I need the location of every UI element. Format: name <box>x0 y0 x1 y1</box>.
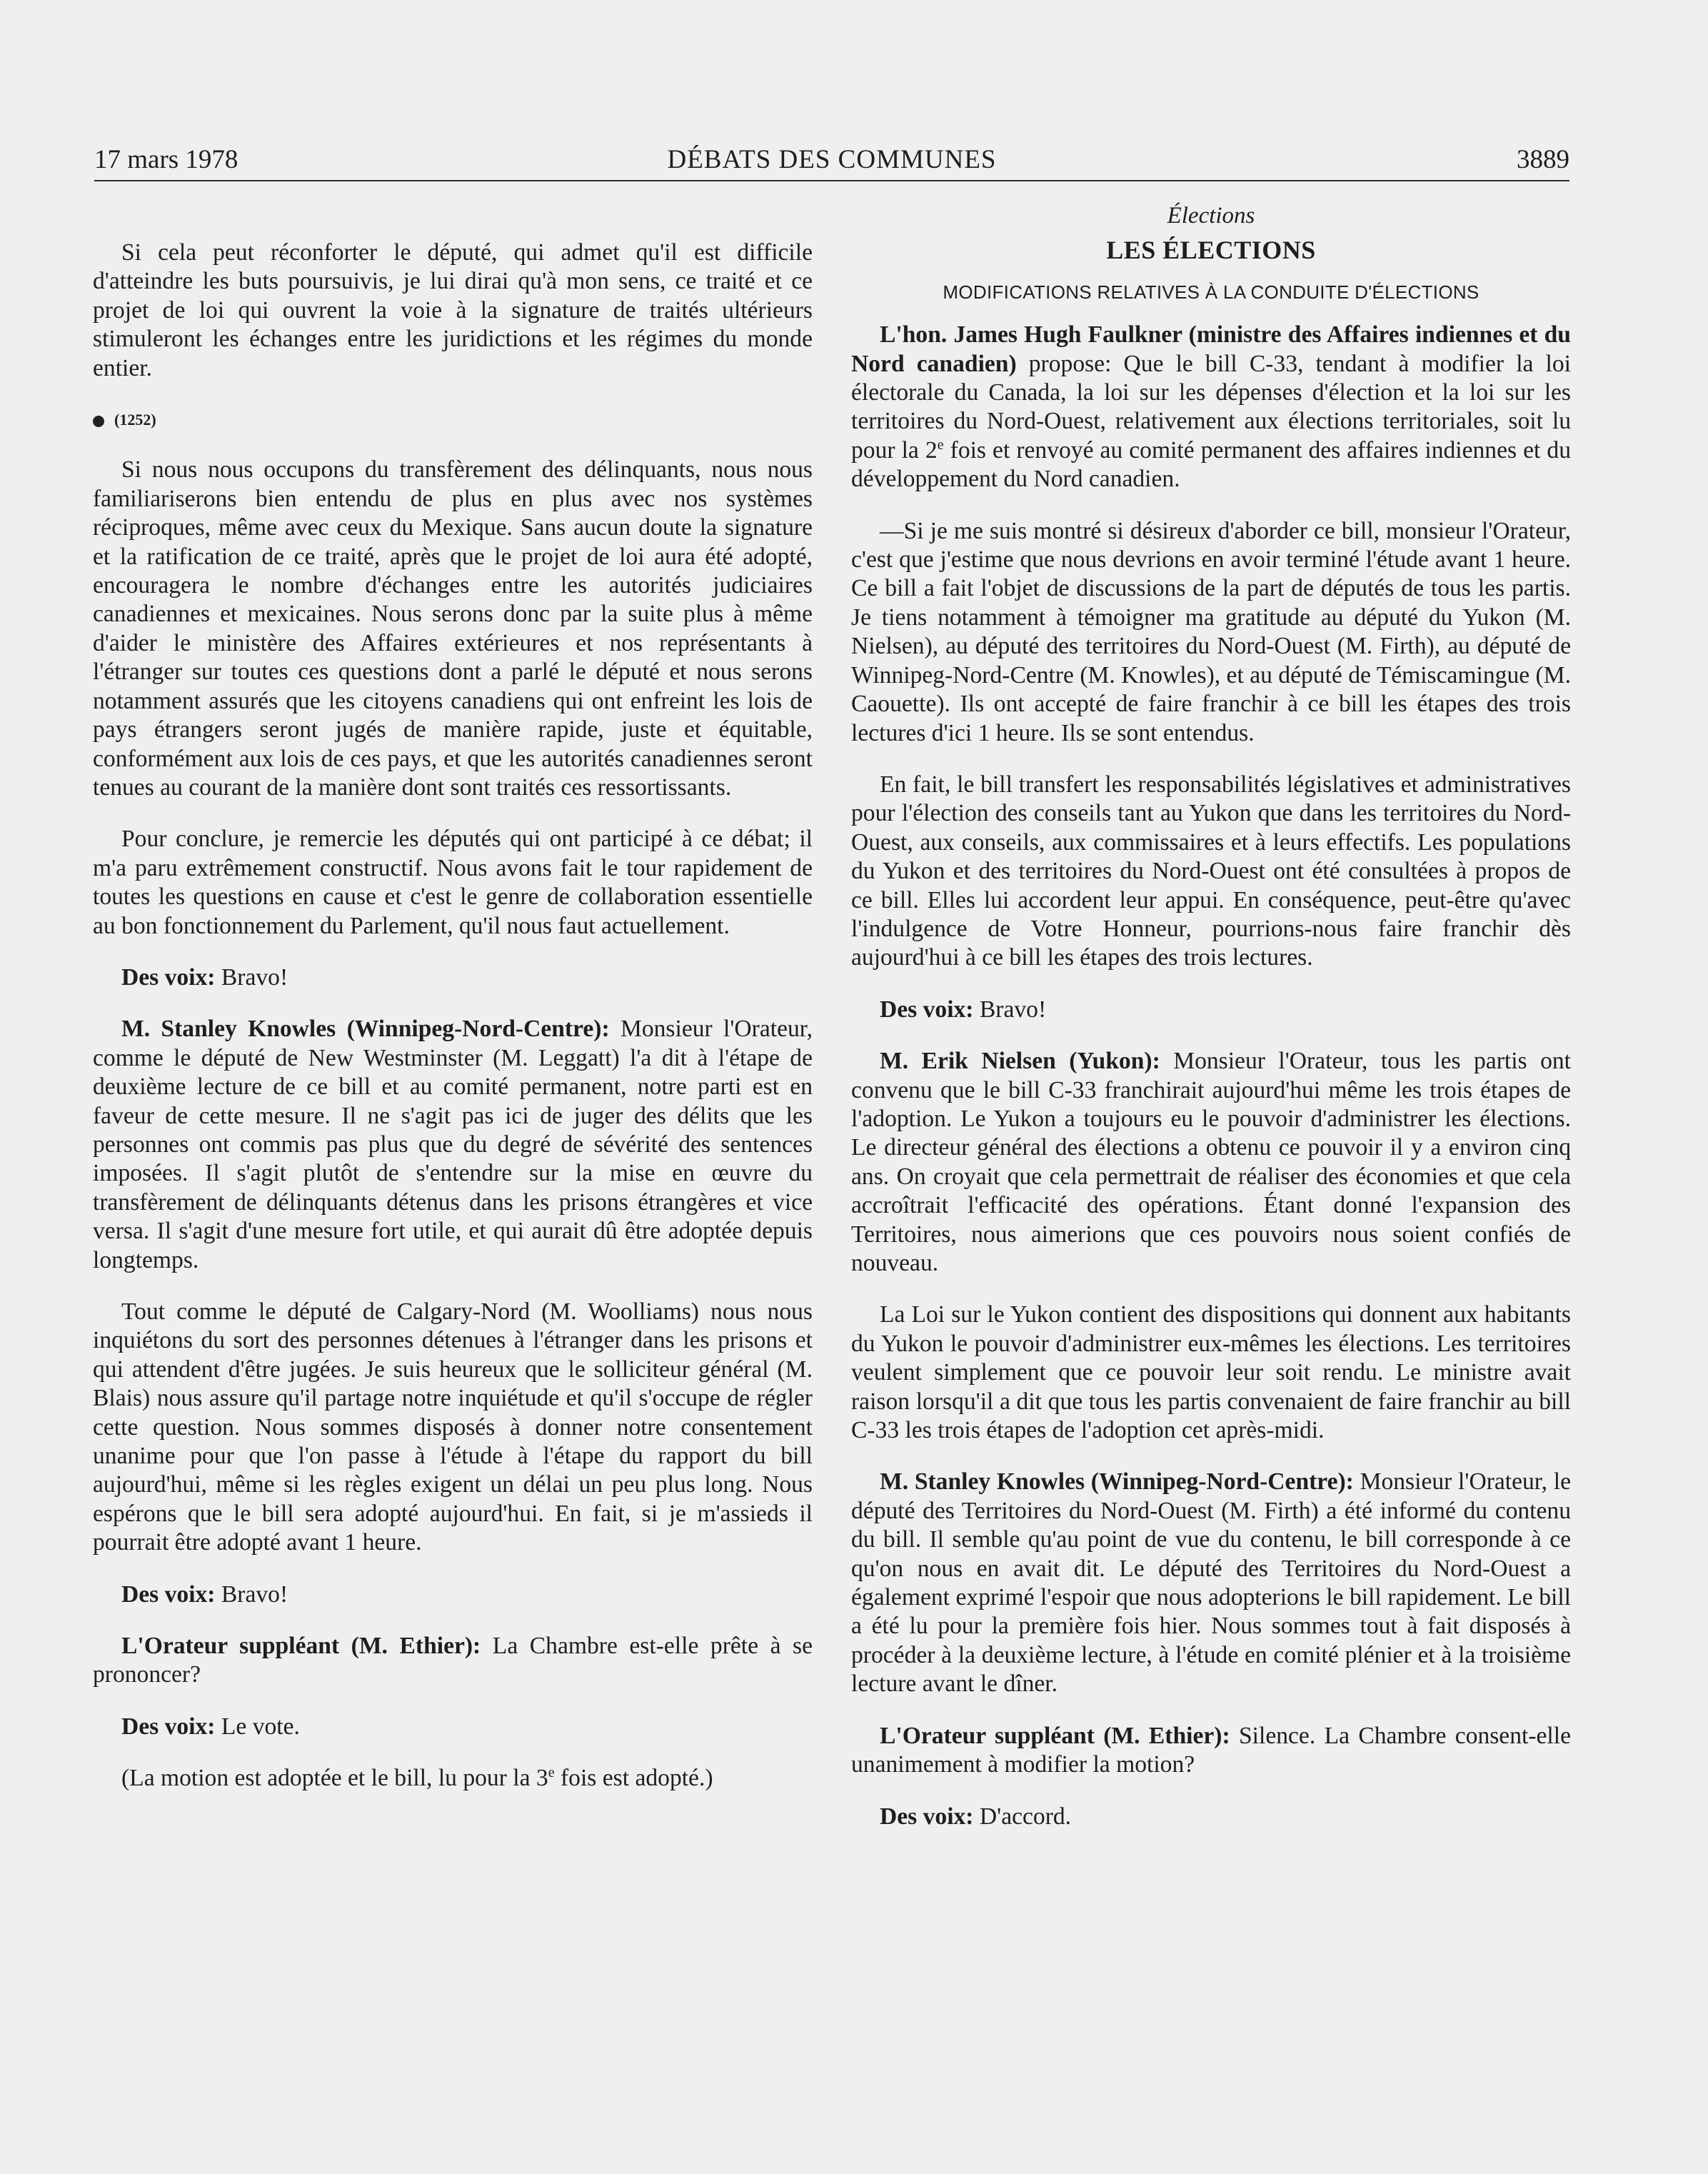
speaker: Des voix: <box>880 996 974 1023</box>
bullet-icon <box>93 416 104 427</box>
speech <box>93 963 813 992</box>
speech-text: propose: Que le bill C-33, tendant à modifier la loi électorale du Canada, la loi sur les dépenses d'élection et la loi sur les territoires du Nord-Ouest, relativement aux élections territoriales, soit lu pour la 2 <box>851 350 1571 464</box>
speech-text: Le vote. <box>215 1713 300 1740</box>
speaker: M. Stanley Knowles (Winnipeg-Nord-Centre): <box>880 1468 1354 1496</box>
ordinal-sup: e <box>548 1765 555 1781</box>
speech-text: Bravo! <box>215 963 288 991</box>
paragraph: Tout comme le député de Calgary-Nord (M. Woolliams) nous nous inquiétons du sort des personnes détenues à l'étranger dans les prisons et qui attendent d'être jugées. Je suis heureux que le solliciteur général (M. Blais) nous assure qu'il partage notre inquiétude et qu'il s'occupe de régler cette question. Nous sommes disposés à donner notre consentement unanime pour que l'on passe à l'étude à l'étape du rapport du bill aujourd'hui, même si les règles exigent un délai un peu plus long. Nous espérons que le bill sera adopté aujourd'hui. En fait, si je m'assieds il pourrait être adopté avant 1 heure. <box>93 1298 813 1556</box>
page-header <box>94 140 1569 181</box>
speech <box>851 1047 1571 1278</box>
speech-text: fois et renvoyé au comité permanent des affaires indiennes et du développement du Nord canadien. <box>851 436 1571 493</box>
speech <box>93 1015 813 1275</box>
speech-text: Monsieur l'Orateur, le député des Territoires du Nord-Ouest (M. Firth) a été informé du contenu du bill. Il semble qu'au point de vue du contenu, le bill corresponde à ce qu'on nous en avait dit. Le député des Territoires du Nord-Ouest a également exprimé l'espoir que nous adopterions le bill rapidement. Le bill a été lu pour la première fois hier. Nous sommes tout à fait disposés à procéder à la deuxième lecture, à l'étude en comité plénier et à la troisième lecture avant le dîner. <box>851 1468 1572 1698</box>
speech-text: Bravo! <box>973 996 1047 1023</box>
motion-result <box>93 1764 813 1793</box>
speaker: L'Orateur suppléant (M. Ethier): <box>121 1633 481 1660</box>
speech-text: Bravo! <box>215 1581 288 1608</box>
motion-text: (La motion est adoptée et le bill, lu pour la 3 <box>121 1765 548 1792</box>
speech <box>93 1632 813 1690</box>
speech <box>851 1803 1571 1831</box>
speech-text: La Chambre est-elle prête à se prononcer? <box>93 1633 813 1688</box>
speaker: Des voix: <box>121 1581 216 1608</box>
speaker: Des voix: <box>880 1803 974 1830</box>
header-date: 17 mars 1978 <box>94 145 238 174</box>
paragraph: En fait, le bill transfert les responsabilités législatives et administratives pour l'élection des conseils tant au Yukon que dans les territoires du Nord-Ouest, aux conseils, aux commissaires et à leurs effectifs. Les populations du Yukon et des territoires du Nord-Ouest ont été consultées à propos de ce bill. Elles lui accordent leur appui. En conséquence, peut-être qu'avec l'indulgence de Votre Honneur, pourrions-nous faire franchir dès aujourd'hui à ce bill les étapes des trois lectures. <box>851 771 1571 971</box>
right-column <box>851 201 1571 1854</box>
header-page-number: 3889 <box>1517 145 1569 174</box>
speaker: L'hon. James Hugh Faulkner (ministre des Affaires indiennes et du Nord canadien) <box>851 321 1571 377</box>
section-rubric: Élections <box>1167 203 1255 229</box>
ordinal-sup: e <box>937 436 944 453</box>
speech <box>93 1581 813 1609</box>
left-column <box>93 239 813 1816</box>
time-marker <box>93 406 813 434</box>
speech <box>93 1713 813 1741</box>
speech-text: Monsieur l'Orateur, comme le député de New Westminster (M. Leggatt) l'a dit à l'étape de deuxième lecture de ce bill et au comité permanent, notre parti est en faveur de cette mesure. Il ne s'agit pas ici de juger des délits que les personnes ont commis pas plus que du degré de sévérité des sentences imposées. Il s'agit plutôt de s'entendre sur la mise en œuvre du transfèrement de délinquants détenus dans les prisons étrangères et vice versa. Il s'agit d'une mesure fort utile, et qui aurait dû être adoptée depuis longtemps. <box>93 1016 813 1273</box>
paragraph: La Loi sur le Yukon contient des dispositions qui donnent aux habitants du Yukon le pouvoir d'administrer eux-mêmes les élections. Les territoires veulent simplement que ce pouvoir leur soit rendu. Le ministre avait raison lorsqu'il a dit que tous les partis convenaient de faire franchir au bill C-33 les trois étapes de l'adoption cet après-midi. <box>851 1301 1571 1444</box>
header-title: DÉBATS DES COMMUNES <box>667 145 997 174</box>
speaker: M. Stanley Knowles (Winnipeg-Nord-Centre): <box>121 1016 610 1043</box>
speaker: Des voix: <box>121 963 216 991</box>
speech <box>851 1468 1571 1698</box>
section-subheading: MODIFICATIONS RELATIVES À LA CONDUITE D'ÉLECTIONS <box>943 281 1480 303</box>
speaker: L'Orateur suppléant (M. Ethier): <box>880 1722 1230 1749</box>
time-marker-label: (1252) <box>114 411 156 429</box>
speech <box>851 1722 1571 1780</box>
speech-text: Monsieur l'Orateur, tous les partis ont convenu que le bill C-33 franchirait aujourd'hui même les trois étapes de l'adoption. Le Yukon a toujours eu le pouvoir d'administrer les élections. Le directeur général des élections a obtenu ce pouvoir il y a environ cinq ans. On croyait que cela permettrait de réaliser des économies et que cela accroîtrait l'efficacité des opérations. Étant donné l'expansion des Territoires, nous aimerions que ces pouvoirs nous soient confiés de nouveau. <box>851 1048 1571 1276</box>
motion-text: fois est adopté.) <box>554 1765 713 1792</box>
paragraph: —Si je me suis montré si désireux d'aborder ce bill, monsieur l'Orateur, c'est que j'estime que nous devrions en avoir terminé l'étude avant 1 heure. Ce bill a fait l'objet de discussions de la part de députés de tous les partis. Je tiens notamment à témoigner ma gratitude au député du Yukon (M. Nielsen), au député des territoires du Nord-Ouest (M. Firth), au député de Winnipeg-Nord-Centre (M. Knowles), et au député de Témiscamingue (M. Caouette). Ils ont accepté de faire franchir à ce bill les étapes des trois lectures d'ici 1 heure. Ils se sont entendus. <box>851 517 1571 746</box>
speaker: Des voix: <box>121 1713 216 1740</box>
speaker: M. Erik Nielsen (Yukon): <box>880 1048 1160 1075</box>
section-heading: LES ÉLECTIONS <box>1106 236 1316 265</box>
speech <box>851 996 1571 1024</box>
speech-text: D'accord. <box>973 1803 1072 1830</box>
paragraph: Si nous nous occupons du transfèrement des délinquants, nous nous familiariserons bien entendu de plus en plus avec nos systèmes réciproques, même avec ceux du Mexique. Sans aucun doute la signature et la ratification de ce traité, après que le projet de loi aura été adopté, encouragera le nombre d'échanges entre les autorités judiciaires canadiennes et mexicaines. Nous serons donc par la suite plus à même d'aider le ministère des Affaires extérieures et nos représentants à l'étranger sur toutes ces questions dont a parlé le député et nous serons notamment assurés que les citoyens canadiens qui ont enfreint les lois de pays étrangers seront jugés de manière rapide, juste et équitable, conformément aux lois de ces pays, et que les autorités canadiennes seront tenues au courant de la manière dont sont traités ces ressortissants. <box>93 456 813 801</box>
speech-text: Silence. La Chambre consent-elle unanimement à modifier la motion? <box>851 1722 1571 1778</box>
paragraph: Pour conclure, je remercie les députés qui ont participé à ce débat; il m'a paru extrêmement constructif. Nous avons fait le tour rapidement de toutes les questions en cause et c'est le genre de collaboration essentielle au bon fonctionnement du Parlement, qu'il nous faut actuellement. <box>93 826 813 939</box>
paragraph: Si cela peut réconforter le député, qui admet qu'il est difficile d'atteindre les buts poursuivis, je lui dirai qu'à mon sens, ce traité et ce projet de loi qui ouvrent la voie à la signature de traités ultérieurs stimuleront les échanges entre les juridictions et les régimes du monde entier. <box>93 239 813 381</box>
speech <box>851 321 1571 494</box>
